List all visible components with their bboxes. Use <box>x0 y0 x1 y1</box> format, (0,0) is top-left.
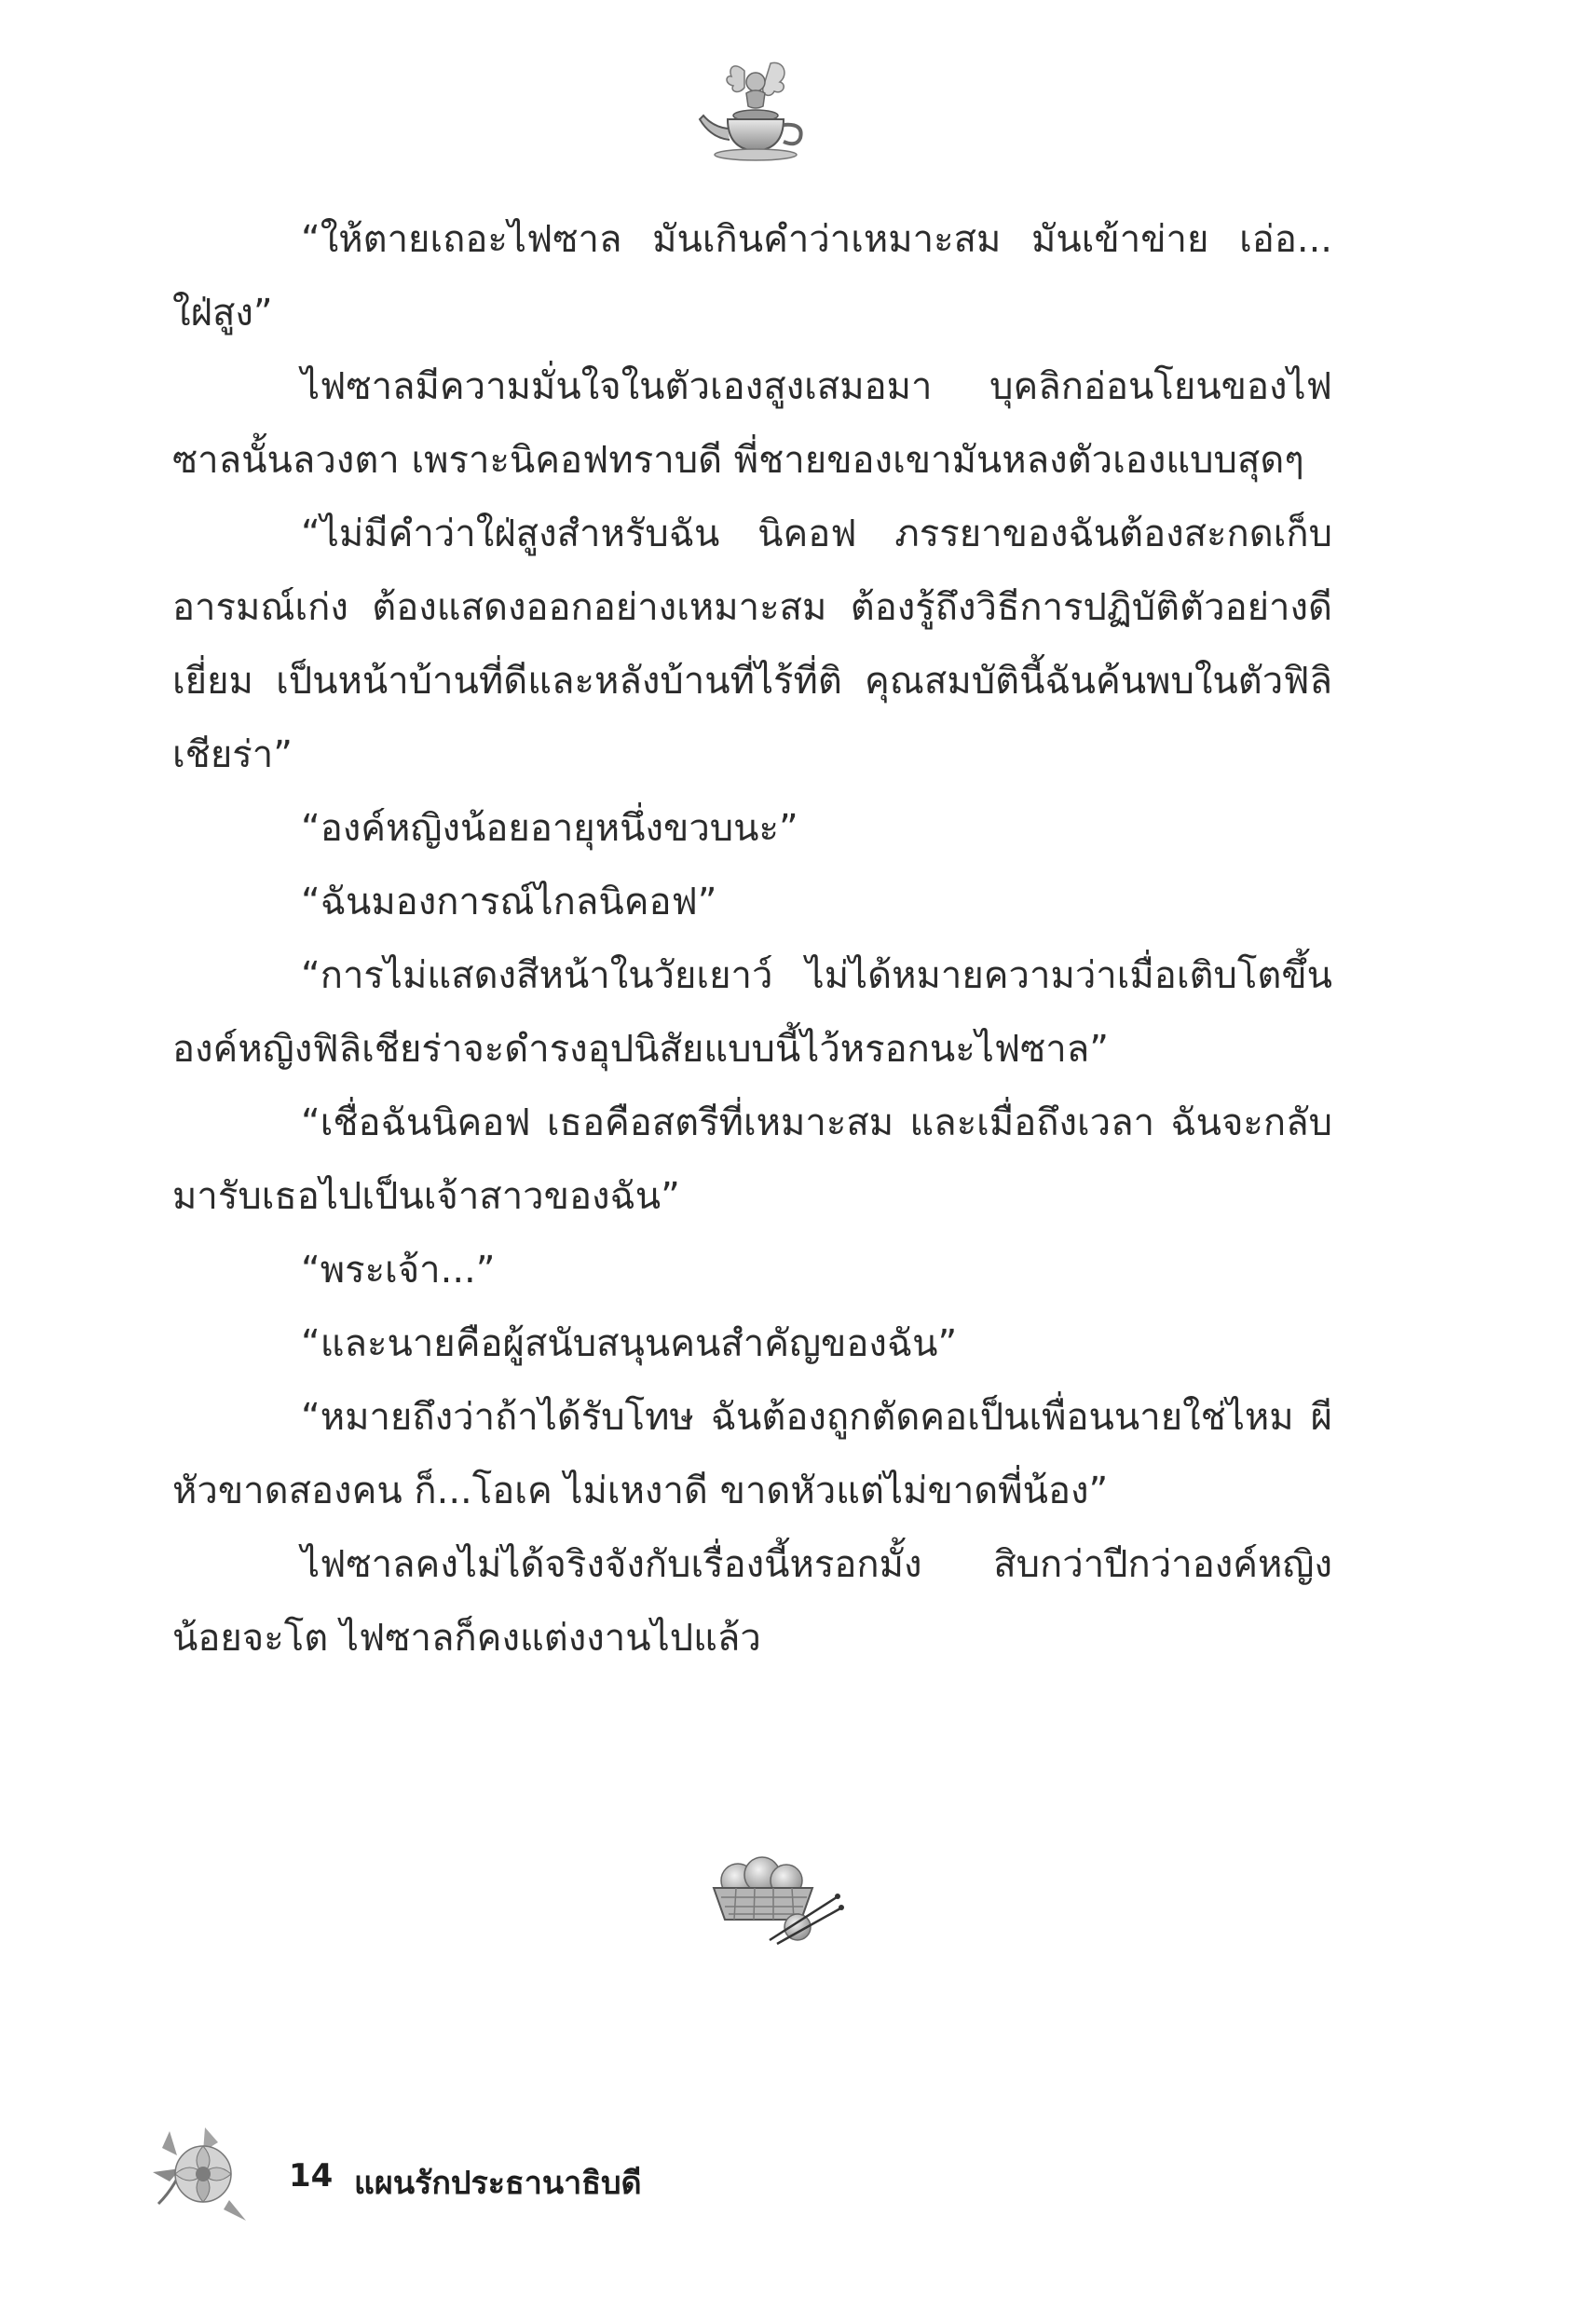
paragraph: “ให้ตายเถอะไฟซาล มันเกินคำว่าเหมาะสม มันเข้าข่าย เอ่อ... ใฝ่สูง” <box>172 218 1332 335</box>
paragraph: “ฉันมองการณ์ไกลนิคอฟ” <box>301 881 717 923</box>
book-title: แผนรักประธานาธิบดี <box>354 2165 642 2202</box>
paragraph: “เชื่อฉันนิคอฟ เธอคือสตรีที่เหมาะสม และเมื่อถึงเวลา ฉันจะกลับมารับเธอไปเป็นเจ้าสาวของฉัน” <box>172 1101 1332 1218</box>
paragraph: “การไม่แสดงสีหน้าในวัยเยาว์ ไม่ได้หมายความว่าเมื่อเติบโตขึ้นองค์หญิงฟิลิเชียร่าจะดำรงอุปนิสัยแบบนี้ไว้หรอกนะไฟซาล” <box>172 954 1332 1071</box>
paragraph: “หมายถึงว่าถ้าได้รับโทษ ฉันต้องถูกตัดคอเป็นเพื่อนนายใช่ไหม ผีหัวขาดสองคน ก็...โอเค ไม่เหงาดี ขาดหัวแต่ไม่ขาดพี่น้อง” <box>172 1396 1332 1512</box>
cupid-teapot-icon <box>690 54 821 164</box>
paragraph: “พระเจ้า...” <box>301 1249 496 1292</box>
paragraph: ไฟซาลมีความมั่นใจในตัวเองสูงเสมอมา บุคลิกอ่อนโยนของไฟซาลนั้นลวงตา เพราะนิคอฟทราบดี พี่ชายของเขามันหลงตัวเองแบบสุดๆ <box>172 365 1332 482</box>
yarn-basket-icon <box>701 1843 850 1946</box>
paragraph: “ไม่มีคำว่าใฝ่สูงสำหรับฉัน นิคอฟ ภรรยาของฉันต้องสะกดเก็บอารมณ์เก่ง ต้องแสดงออกอย่างเหมาะสม ต้องรู้ถึงวิธีการปฏิบัติตัวอย่างดีเยี่ยม เป็นหน้าบ้านที่ดีและหลังบ้านที่ไร้ที่ติ คุณสมบัตินี้ฉันค้นพบในตัวฟิลิเชียร่า” <box>172 513 1332 776</box>
paragraph: “และนายคือผู้สนับสนุนคนสำคัญของฉัน” <box>301 1322 958 1365</box>
paragraph: “องค์หญิงน้อยอายุหนึ่งขวบนะ” <box>301 807 798 850</box>
paragraph: ไฟซาลคงไม่ได้จริงจังกับเรื่องนี้หรอกมั้ง สิบกว่าปีกว่าองค์หญิงน้อยจะโต ไฟซาลก็คงแต่งงานไปแล้ว <box>172 1543 1332 1660</box>
page-number: 14 <box>289 2157 334 2195</box>
flower-bouquet-icon <box>149 2120 256 2227</box>
story-text <box>172 203 1332 1675</box>
